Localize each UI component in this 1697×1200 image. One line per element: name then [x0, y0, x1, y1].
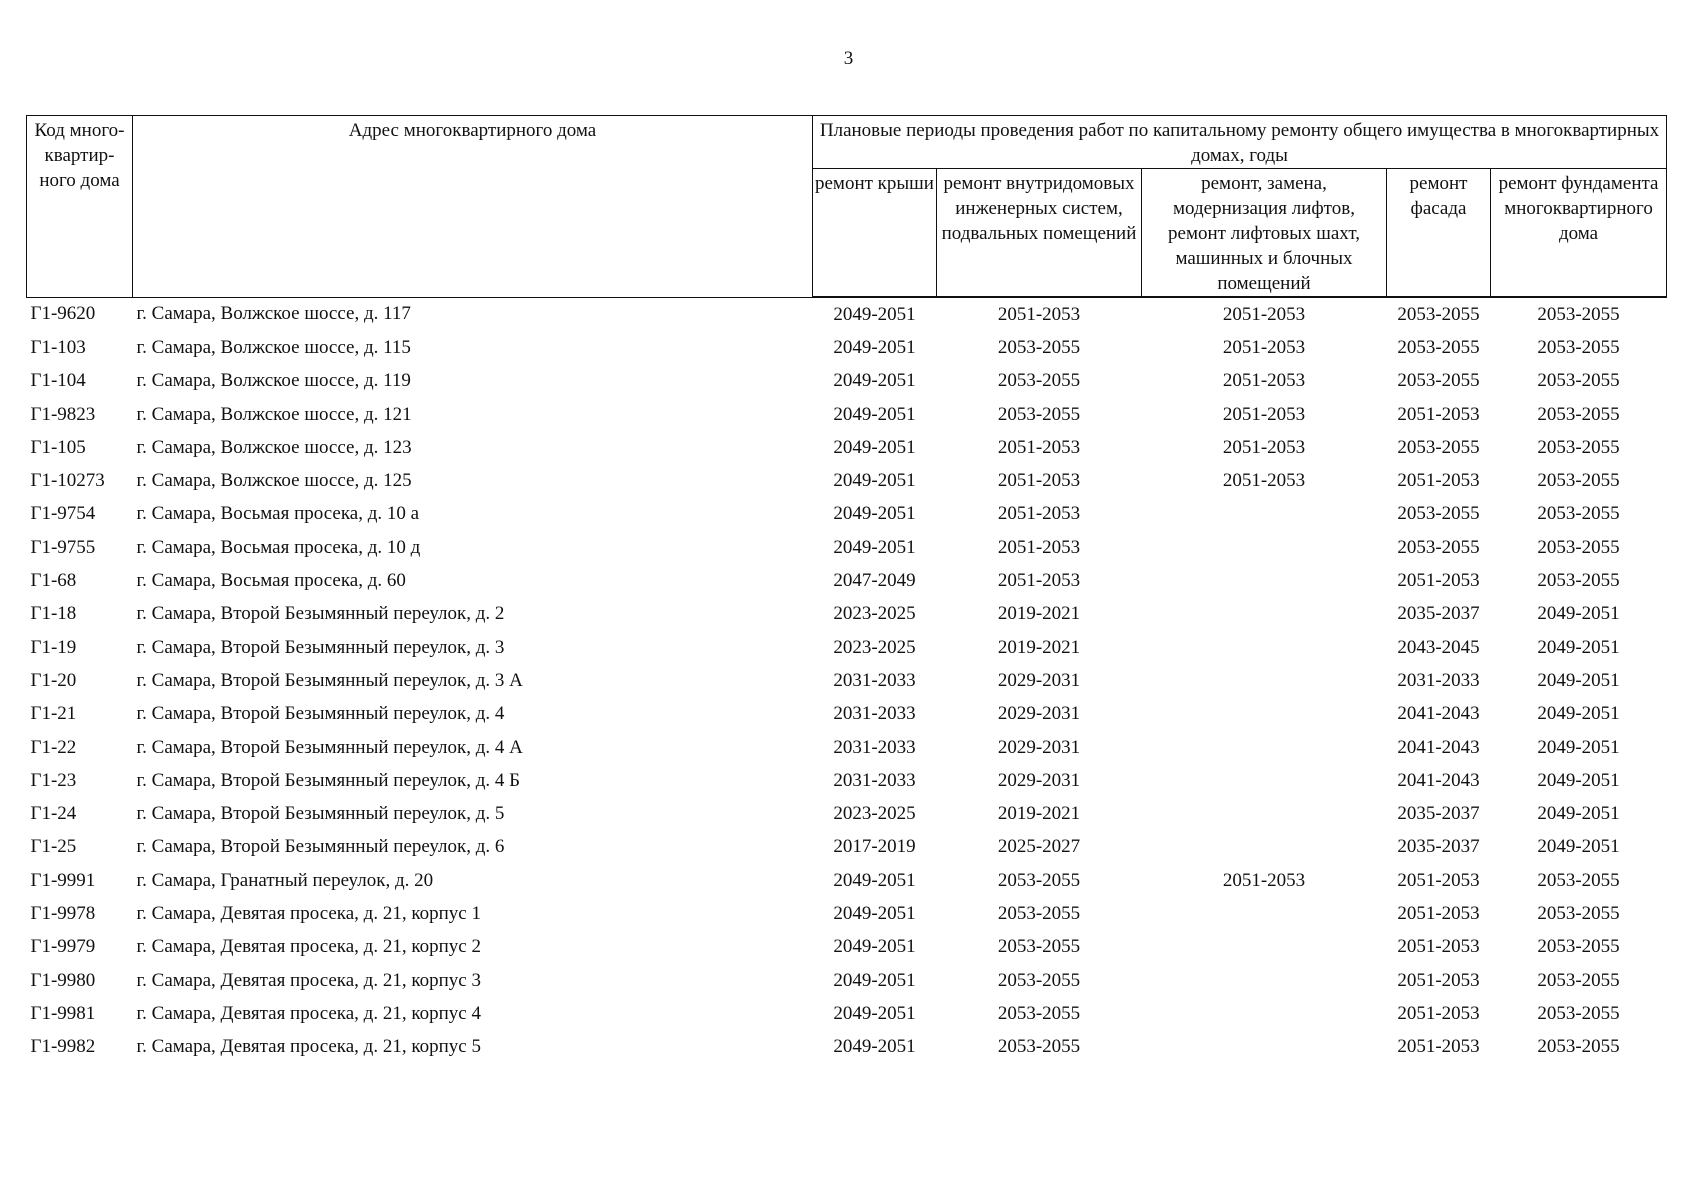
cell-lifts: 2051-2053 [1222, 436, 1306, 458]
cell-lifts: 2051-2053 [1222, 370, 1306, 392]
table-row [27, 764, 1667, 797]
cell-systems: 2019-2021 [997, 603, 1081, 625]
table-row [27, 997, 1667, 1030]
cell-roof: 2049-2051 [833, 370, 916, 392]
header-foundation: ремонт фундамента многоквартирного дома [1491, 169, 1667, 298]
cell-roof: 2049-2051 [833, 403, 916, 425]
cell-code: Г1-9981 [30, 1002, 96, 1024]
cell-roof: 2049-2051 [833, 336, 916, 358]
cell-address: г. Самара, Второй Безымянный переулок, д. 4 [136, 703, 505, 725]
cell-code: Г1-9823 [30, 403, 96, 425]
cell-code: Г1-20 [30, 669, 77, 691]
cell-lifts [1142, 631, 1387, 664]
cell-facade: 2051-2053 [1397, 869, 1480, 891]
cell-foundation: 2053-2055 [1537, 436, 1620, 458]
cell-systems: 2051-2053 [997, 470, 1081, 492]
cell-lifts: 2051-2053 [1222, 470, 1306, 492]
cell-systems: 2051-2053 [997, 436, 1081, 458]
cell-facade: 2051-2053 [1397, 936, 1480, 958]
cell-roof: 2023-2025 [833, 803, 916, 825]
table-row [27, 598, 1667, 631]
cell-code: Г1-9755 [30, 536, 96, 558]
cell-address: г. Самара, Девятая просека, д. 21, корпус 2 [136, 936, 481, 958]
table-row [27, 664, 1667, 697]
header-lifts: ремонт, замена, модернизация лифтов, ремонт лифтовых шахт, машинных и блочных помещений [1142, 169, 1387, 298]
cell-roof: 2049-2051 [833, 503, 916, 525]
cell-systems: 2053-2055 [997, 869, 1081, 891]
cell-address: г. Самара, Второй Безымянный переулок, д. 3 [136, 636, 505, 658]
cell-code: Г1-23 [30, 769, 77, 791]
cell-roof: 2047-2049 [833, 570, 916, 592]
cell-facade: 2041-2043 [1397, 769, 1480, 791]
cell-code: Г1-105 [30, 436, 86, 458]
cell-address: г. Самара, Волжское шоссе, д. 117 [136, 303, 411, 325]
table-row [27, 698, 1667, 731]
cell-lifts [1142, 498, 1387, 531]
cell-facade: 2053-2055 [1397, 536, 1480, 558]
cell-lifts: 2051-2053 [1222, 869, 1306, 891]
cell-address: г. Самара, Волжское шоссе, д. 119 [136, 370, 411, 392]
cell-roof: 2049-2051 [833, 869, 916, 891]
cell-code: Г1-104 [30, 370, 86, 392]
cell-address: г. Самара, Второй Безымянный переулок, д. 5 [136, 803, 505, 825]
cell-facade: 2035-2037 [1397, 803, 1480, 825]
table-row [27, 797, 1667, 830]
cell-lifts [1142, 897, 1387, 930]
cell-facade: 2051-2053 [1397, 969, 1480, 991]
cell-facade: 2035-2037 [1397, 836, 1480, 858]
cell-roof: 2049-2051 [833, 470, 916, 492]
cell-code: Г1-9978 [30, 902, 96, 924]
cell-foundation: 2053-2055 [1537, 503, 1620, 525]
cell-lifts: 2051-2053 [1222, 336, 1306, 358]
cell-address: г. Самара, Волжское шоссе, д. 125 [136, 470, 412, 492]
cell-lifts [1142, 931, 1387, 964]
cell-lifts [1142, 1031, 1387, 1064]
cell-systems: 2053-2055 [997, 902, 1081, 924]
page-number: 3 [843, 48, 854, 69]
cell-lifts [1142, 531, 1387, 564]
cell-lifts [1142, 664, 1387, 697]
cell-address: г. Самара, Восьмая просека, д. 60 [136, 570, 406, 592]
cell-foundation: 2049-2051 [1537, 603, 1620, 625]
cell-foundation: 2049-2051 [1537, 669, 1620, 691]
cell-roof: 2031-2033 [833, 769, 916, 791]
cell-address: г. Самара, Второй Безымянный переулок, д. 4 Б [136, 769, 521, 791]
cell-code: Г1-9982 [30, 1036, 96, 1058]
table-row [27, 431, 1667, 464]
cell-code: Г1-9991 [30, 869, 96, 891]
cell-foundation: 2049-2051 [1537, 803, 1620, 825]
cell-code: Г1-9980 [30, 969, 96, 991]
cell-foundation: 2049-2051 [1537, 769, 1620, 791]
table-row [27, 931, 1667, 964]
cell-address: г. Самара, Волжское шоссе, д. 115 [136, 336, 411, 358]
cell-systems: 2025-2027 [997, 836, 1081, 858]
cell-roof: 2049-2051 [833, 436, 916, 458]
cell-facade: 2051-2053 [1397, 1002, 1480, 1024]
table-body [27, 297, 1667, 1064]
cell-foundation: 2053-2055 [1537, 336, 1620, 358]
cell-facade: 2035-2037 [1397, 603, 1480, 625]
cell-systems: 2053-2055 [997, 936, 1081, 958]
cell-lifts [1142, 598, 1387, 631]
cell-lifts: 2051-2053 [1222, 303, 1306, 325]
cell-code: Г1-19 [30, 636, 77, 658]
cell-systems: 2051-2053 [997, 536, 1081, 558]
header-periods-group: Плановые периоды проведения работ по капитальному ремонту общего имущества в многоквартирных домах, годы [813, 116, 1667, 169]
cell-code: Г1-24 [30, 803, 77, 825]
cell-lifts [1142, 797, 1387, 830]
cell-foundation: 2053-2055 [1537, 536, 1620, 558]
cell-lifts: 2051-2053 [1222, 403, 1306, 425]
cell-lifts [1142, 764, 1387, 797]
header-facade: ремонт фасада [1387, 169, 1491, 298]
cell-code: Г1-22 [30, 736, 77, 758]
cell-address: г. Самара, Девятая просека, д. 21, корпус 1 [136, 902, 481, 924]
cell-facade: 2053-2055 [1397, 370, 1480, 392]
header-roof: ремонт крыши [813, 169, 937, 298]
cell-roof: 2017-2019 [833, 836, 916, 858]
cell-code: Г1-9754 [30, 503, 96, 525]
cell-roof: 2049-2051 [833, 1036, 916, 1058]
header-address: Адрес многоквартирного дома [133, 116, 813, 298]
cell-roof: 2049-2051 [833, 936, 916, 958]
cell-foundation: 2053-2055 [1537, 1002, 1620, 1024]
cell-lifts [1142, 731, 1387, 764]
cell-foundation: 2049-2051 [1537, 836, 1620, 858]
table-row [27, 365, 1667, 398]
cell-address: г. Самара, Второй Безымянный переулок, д. 3 А [136, 669, 523, 691]
cell-foundation: 2053-2055 [1537, 902, 1620, 924]
cell-address: г. Самара, Второй Безымянный переулок, д. 4 А [136, 736, 523, 758]
cell-facade: 2051-2053 [1397, 570, 1480, 592]
table-row [27, 498, 1667, 531]
cell-systems: 2029-2031 [997, 769, 1081, 791]
table-row [27, 831, 1667, 864]
cell-facade: 2053-2055 [1397, 336, 1480, 358]
table-row [27, 331, 1667, 364]
cell-systems: 2029-2031 [997, 703, 1081, 725]
table-row [27, 564, 1667, 597]
table-row [27, 297, 1667, 331]
table-header [27, 116, 1667, 298]
table-row [27, 897, 1667, 930]
table-row [27, 631, 1667, 664]
cell-address: г. Самара, Восьмая просека, д. 10 д [136, 536, 421, 558]
cell-roof: 2049-2051 [833, 303, 916, 325]
cell-roof: 2031-2033 [833, 703, 916, 725]
cell-code: Г1-25 [30, 836, 77, 858]
cell-code: Г1-21 [30, 703, 77, 725]
cell-foundation: 2053-2055 [1537, 403, 1620, 425]
table-row [27, 398, 1667, 431]
table-row [27, 731, 1667, 764]
cell-foundation: 2053-2055 [1537, 303, 1620, 325]
table-row [27, 964, 1667, 997]
cell-systems: 2053-2055 [997, 403, 1081, 425]
cell-roof: 2031-2033 [833, 736, 916, 758]
cell-facade: 2053-2055 [1397, 503, 1480, 525]
cell-foundation: 2053-2055 [1537, 470, 1620, 492]
cell-systems: 2053-2055 [997, 1002, 1081, 1024]
cell-address: г. Самара, Гранатный переулок, д. 20 [136, 869, 434, 891]
cell-systems: 2053-2055 [997, 370, 1081, 392]
cell-foundation: 2049-2051 [1537, 736, 1620, 758]
cell-address: г. Самара, Волжское шоссе, д. 123 [136, 436, 412, 458]
cell-lifts [1142, 964, 1387, 997]
cell-systems: 2029-2031 [997, 736, 1081, 758]
cell-code: Г1-68 [30, 570, 77, 592]
cell-roof: 2031-2033 [833, 669, 916, 691]
cell-systems: 2019-2021 [997, 803, 1081, 825]
table-row [27, 1031, 1667, 1064]
cell-address: г. Самара, Девятая просека, д. 21, корпус 3 [136, 969, 481, 991]
cell-foundation: 2049-2051 [1537, 636, 1620, 658]
cell-facade: 2051-2053 [1397, 902, 1480, 924]
header-code: Код много-квартир-ного дома [27, 116, 133, 298]
cell-address: г. Самара, Второй Безымянный переулок, д. 2 [136, 603, 505, 625]
table-row [27, 531, 1667, 564]
cell-facade: 2043-2045 [1397, 636, 1480, 658]
cell-roof: 2049-2051 [833, 1002, 916, 1024]
table-row [27, 864, 1667, 897]
cell-lifts [1142, 698, 1387, 731]
table-row [27, 464, 1667, 497]
repair-schedule-table [26, 115, 1667, 1064]
cell-facade: 2051-2053 [1397, 403, 1480, 425]
cell-foundation: 2053-2055 [1537, 969, 1620, 991]
cell-roof: 2049-2051 [833, 969, 916, 991]
cell-facade: 2051-2053 [1397, 1036, 1480, 1058]
cell-roof: 2023-2025 [833, 636, 916, 658]
cell-foundation: 2049-2051 [1537, 703, 1620, 725]
cell-address: г. Самара, Девятая просека, д. 21, корпус 4 [136, 1002, 481, 1024]
cell-foundation: 2053-2055 [1537, 370, 1620, 392]
cell-systems: 2053-2055 [997, 969, 1081, 991]
header-systems: ремонт внутридомовых инженерных систем, подвальных помещений [937, 169, 1142, 298]
cell-facade: 2041-2043 [1397, 736, 1480, 758]
cell-facade: 2053-2055 [1397, 303, 1480, 325]
cell-facade: 2031-2033 [1397, 669, 1480, 691]
cell-address: г. Самара, Девятая просека, д. 21, корпус 5 [136, 1036, 481, 1058]
cell-code: Г1-103 [30, 336, 86, 358]
cell-systems: 2053-2055 [997, 336, 1081, 358]
cell-foundation: 2053-2055 [1537, 936, 1620, 958]
cell-foundation: 2053-2055 [1537, 869, 1620, 891]
cell-code: Г1-9620 [30, 303, 96, 325]
cell-foundation: 2053-2055 [1537, 1036, 1620, 1058]
cell-address: г. Самара, Второй Безымянный переулок, д. 6 [136, 836, 505, 858]
cell-facade: 2051-2053 [1397, 470, 1480, 492]
cell-systems: 2051-2053 [997, 503, 1081, 525]
cell-systems: 2051-2053 [997, 570, 1081, 592]
cell-roof: 2049-2051 [833, 536, 916, 558]
cell-facade: 2041-2043 [1397, 703, 1480, 725]
cell-facade: 2053-2055 [1397, 436, 1480, 458]
cell-systems: 2029-2031 [997, 669, 1081, 691]
cell-address: г. Самара, Восьмая просека, д. 10 а [136, 503, 420, 525]
cell-roof: 2023-2025 [833, 603, 916, 625]
cell-code: Г1-9979 [30, 936, 96, 958]
cell-roof: 2049-2051 [833, 902, 916, 924]
cell-systems: 2051-2053 [997, 303, 1081, 325]
cell-address: г. Самара, Волжское шоссе, д. 121 [136, 403, 412, 425]
cell-lifts [1142, 831, 1387, 864]
cell-lifts [1142, 997, 1387, 1030]
cell-foundation: 2053-2055 [1537, 570, 1620, 592]
cell-lifts [1142, 564, 1387, 597]
cell-systems: 2053-2055 [997, 1036, 1081, 1058]
cell-code: Г1-18 [30, 603, 77, 625]
cell-systems: 2019-2021 [997, 636, 1081, 658]
cell-code: Г1-10273 [30, 470, 105, 492]
